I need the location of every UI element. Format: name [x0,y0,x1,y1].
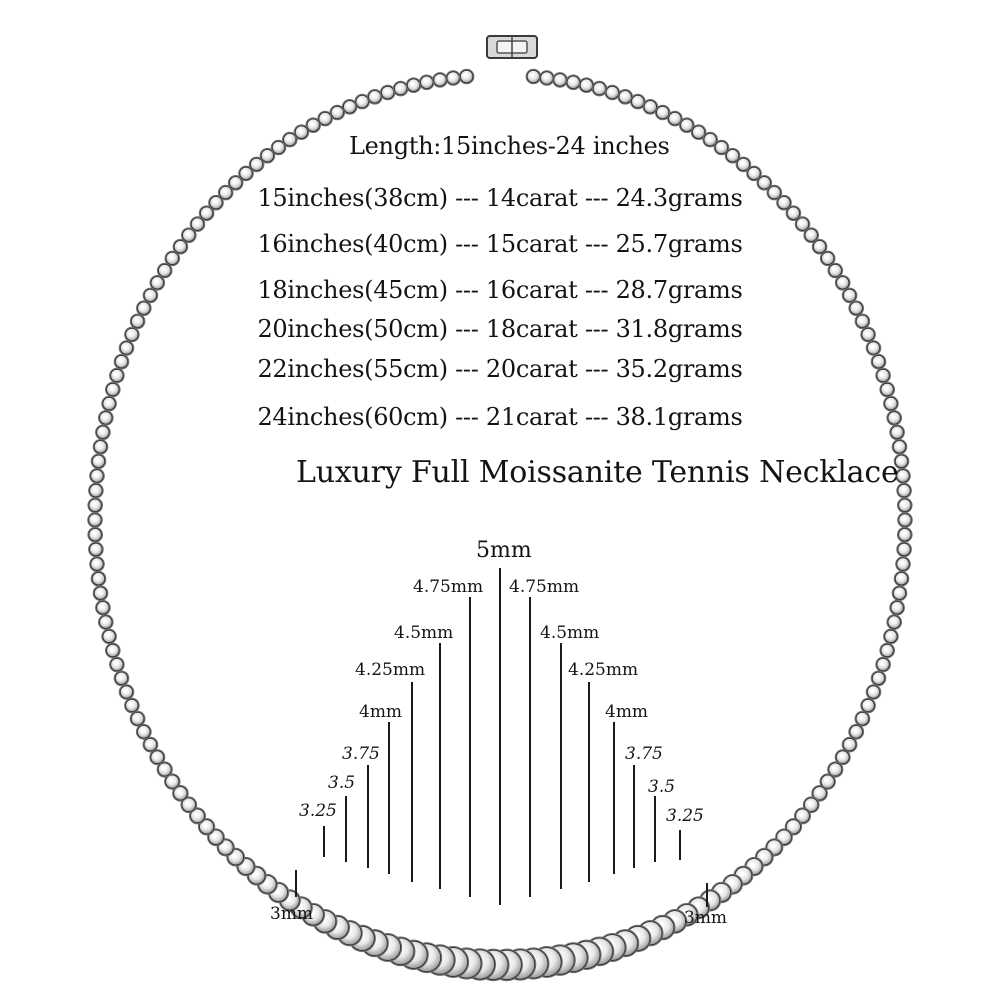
stone-icon [98,614,114,630]
stone-icon [88,483,104,499]
stone-icon [114,671,130,687]
stone-size-label-right-6: 3.5 [648,777,676,797]
stone-icon [526,69,542,85]
stone-size-label-left-1: 4.75mm [413,577,484,597]
stone-size-label-right-3: 4.25mm [568,660,639,680]
stone-icon [897,527,913,543]
stone-icon [419,75,435,91]
spec-row-20in: 20inches(50cm) --- 18carat --- 31.8grams [257,315,743,343]
stone-size-label-left-3: 4.25mm [355,660,426,680]
stone-icon [101,629,117,645]
stone-size-label-left-2: 4.5mm [394,623,454,643]
stone-icon [105,382,121,398]
stone-icon [866,684,882,700]
stone-icon [579,77,595,93]
length-title: Length:15inches-24 inches [349,132,670,160]
stone-size-label-left-4: 4mm [359,702,403,722]
stone-icon [87,527,103,543]
stone-icon [892,585,908,601]
stone-icon [119,684,135,700]
stone-icon [552,72,568,88]
stone-icon [432,72,448,88]
stone-size-label-left-8: 3mm [270,904,314,924]
stone-icon [875,657,891,673]
stone-icon [886,614,902,630]
stone-icon [87,512,103,528]
size-indicator-lines [296,568,707,907]
stone-icon [406,77,422,93]
stone-icon [93,439,109,455]
stone-icon [87,498,103,514]
stone-size-label-right-1: 4.75mm [509,577,580,597]
stone-size-label-right-8: 3mm [684,908,728,928]
stone-icon [109,657,125,673]
product-title: Luxury Full Moissanite Tennis Necklace [296,455,899,490]
spec-row-16in: 16inches(40cm) --- 15carat --- 25.7grams [257,230,743,258]
stone-icon [93,585,109,601]
stone-size-label-left-7: 3.25 [299,801,337,821]
stone-icon [892,439,908,455]
stone-icon [539,70,555,86]
stone-icon [871,671,887,687]
stone-size-label-center: 5mm [476,538,532,563]
spec-row-15in: 15inches(38cm) --- 14carat --- 24.3grams [257,184,743,212]
stone-icon [896,483,912,499]
stone-icon [89,468,105,484]
stone-icon [105,643,121,659]
stone-icon [879,643,895,659]
spec-row-22in: 22inches(55cm) --- 20carat --- 35.2grams [257,355,743,383]
stone-icon [91,454,107,470]
stone-size-label-right-5: 3.75 [625,744,663,764]
stone-icon [895,556,911,572]
stone-icon [95,600,111,616]
stone-icon [445,70,461,86]
stone-icon [879,382,895,398]
stone-icon [124,698,140,714]
stone-size-label-left-6: 3.5 [328,773,356,793]
stone-icon [459,69,475,85]
stone-icon [896,542,912,558]
spec-row-18in: 18inches(45cm) --- 16carat --- 28.7grams [257,276,743,304]
stone-icon [89,556,105,572]
clasp-icon [487,36,537,58]
stone-icon [566,75,582,91]
stone-size-label-left-5: 3.75 [342,744,380,764]
stone-icon [91,571,107,587]
stone-size-label-right-4: 4mm [605,702,649,722]
stone-icon [889,600,905,616]
stone-size-label-right-7: 3.25 [666,806,704,826]
stone-icon [88,542,104,558]
stone-icon [883,629,899,645]
stone-icon [393,81,409,97]
stone-icon [894,571,910,587]
stone-size-label-right-2: 4.5mm [540,623,600,643]
stone-icon [897,498,913,514]
spec-row-24in: 24inches(60cm) --- 21carat --- 38.1grams [257,403,743,431]
stone-icon [897,512,913,528]
